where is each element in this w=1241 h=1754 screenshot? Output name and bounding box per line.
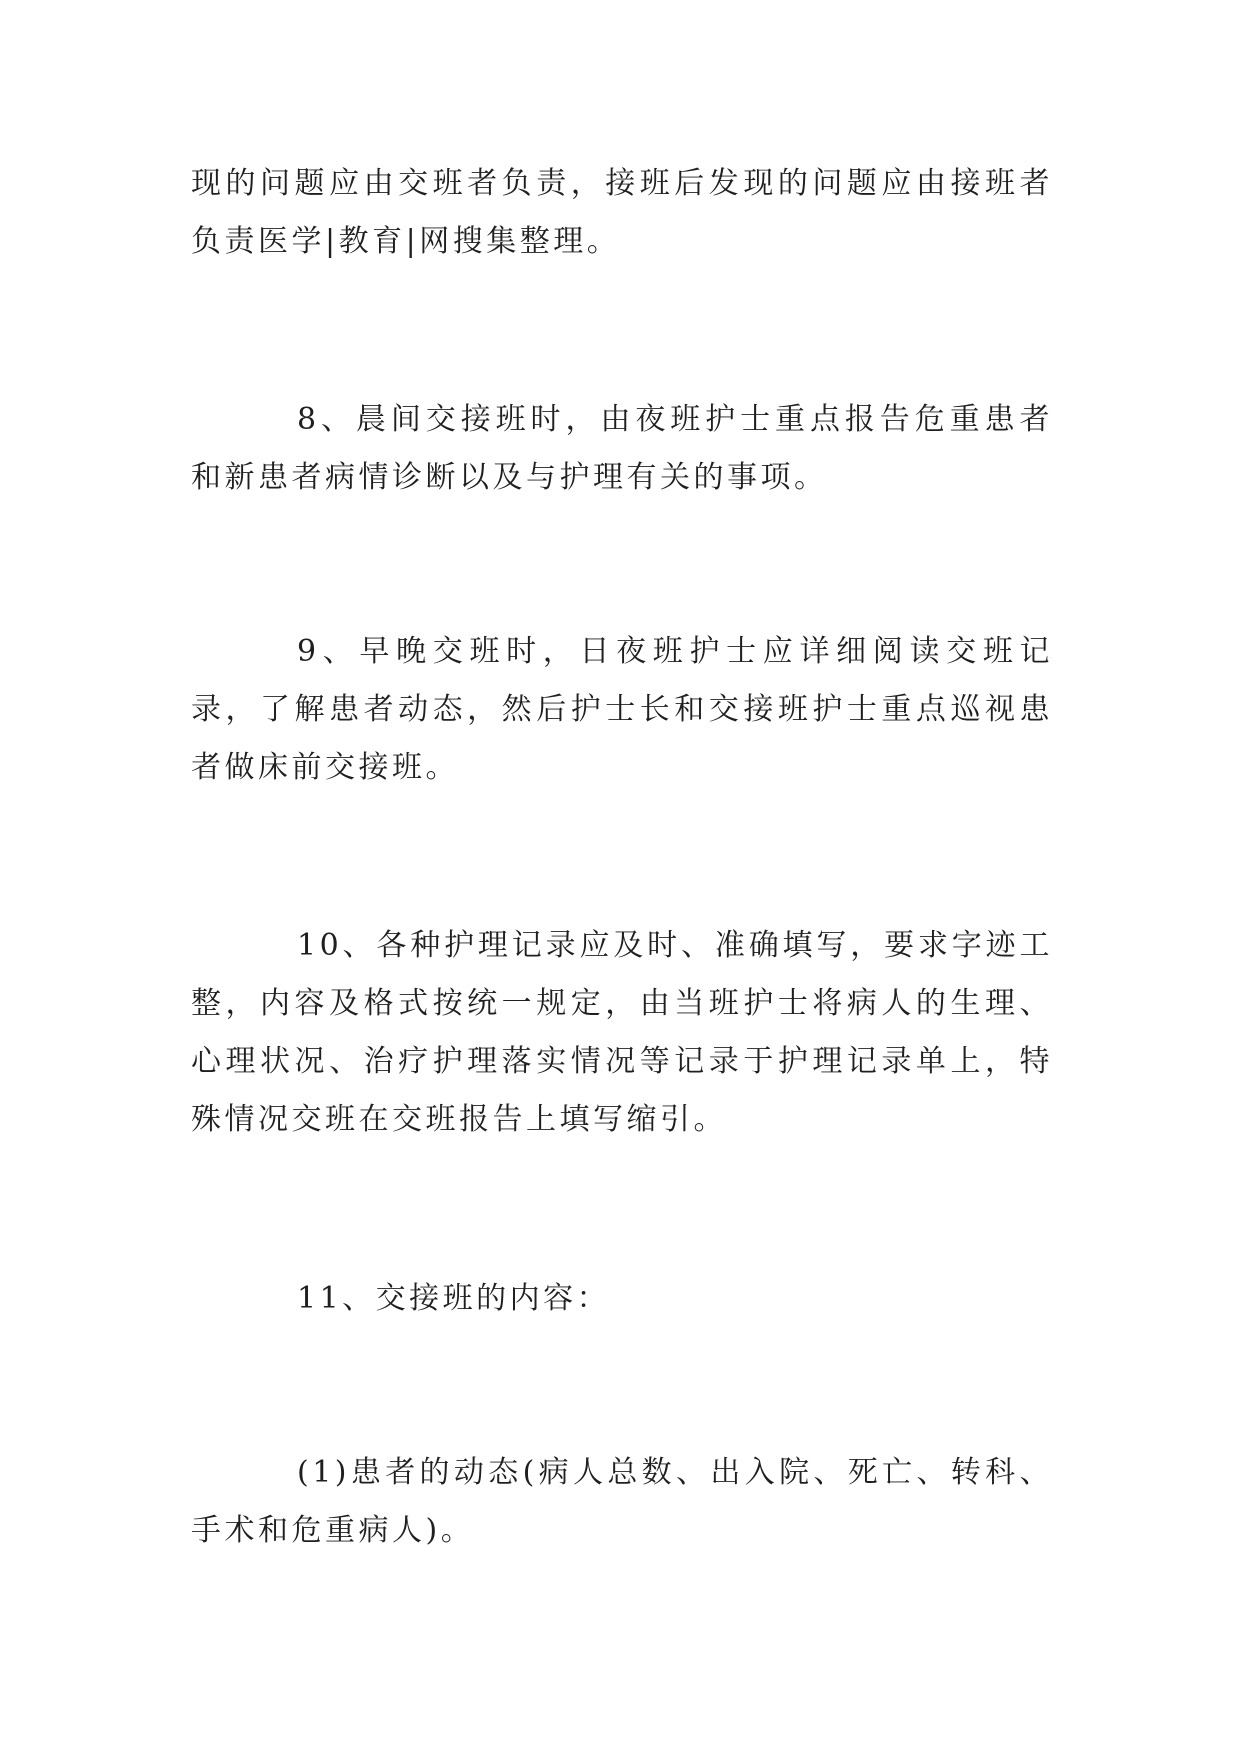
- paragraph-item-10: 10、各种护理记录应及时、准确填写，要求字迹工整，内容及格式按统一规定，由当班护士将病人的生理、心理状况、治疗护理落实情况等记录于护理记录单上，特殊情况交班在交班报告上填写缩引。: [191, 928, 1053, 1137]
- paragraph-subitem-1: (1)患者的动态(病人总数、出入院、死亡、转科、手术和危重病人)。: [191, 1455, 1053, 1548]
- paragraph-item-9: 9、早晚交班时，日夜班护士应详细阅读交班记录，了解患者动态，然后护士长和交接班护士重点巡视患者做床前交接班。: [191, 634, 1053, 785]
- paragraph-item-8: 8、晨间交接班时，由夜班护士重点报告危重患者和新患者病情诊断以及与护理有关的事项。: [191, 402, 1053, 495]
- paragraph-item-11: 11、交接班的内容：: [297, 1281, 611, 1316]
- paragraph-continuation: 现的问题应由交班者负责，接班后发现的问题应由接班者负责医学|教育|网搜集整理。: [191, 166, 1053, 259]
